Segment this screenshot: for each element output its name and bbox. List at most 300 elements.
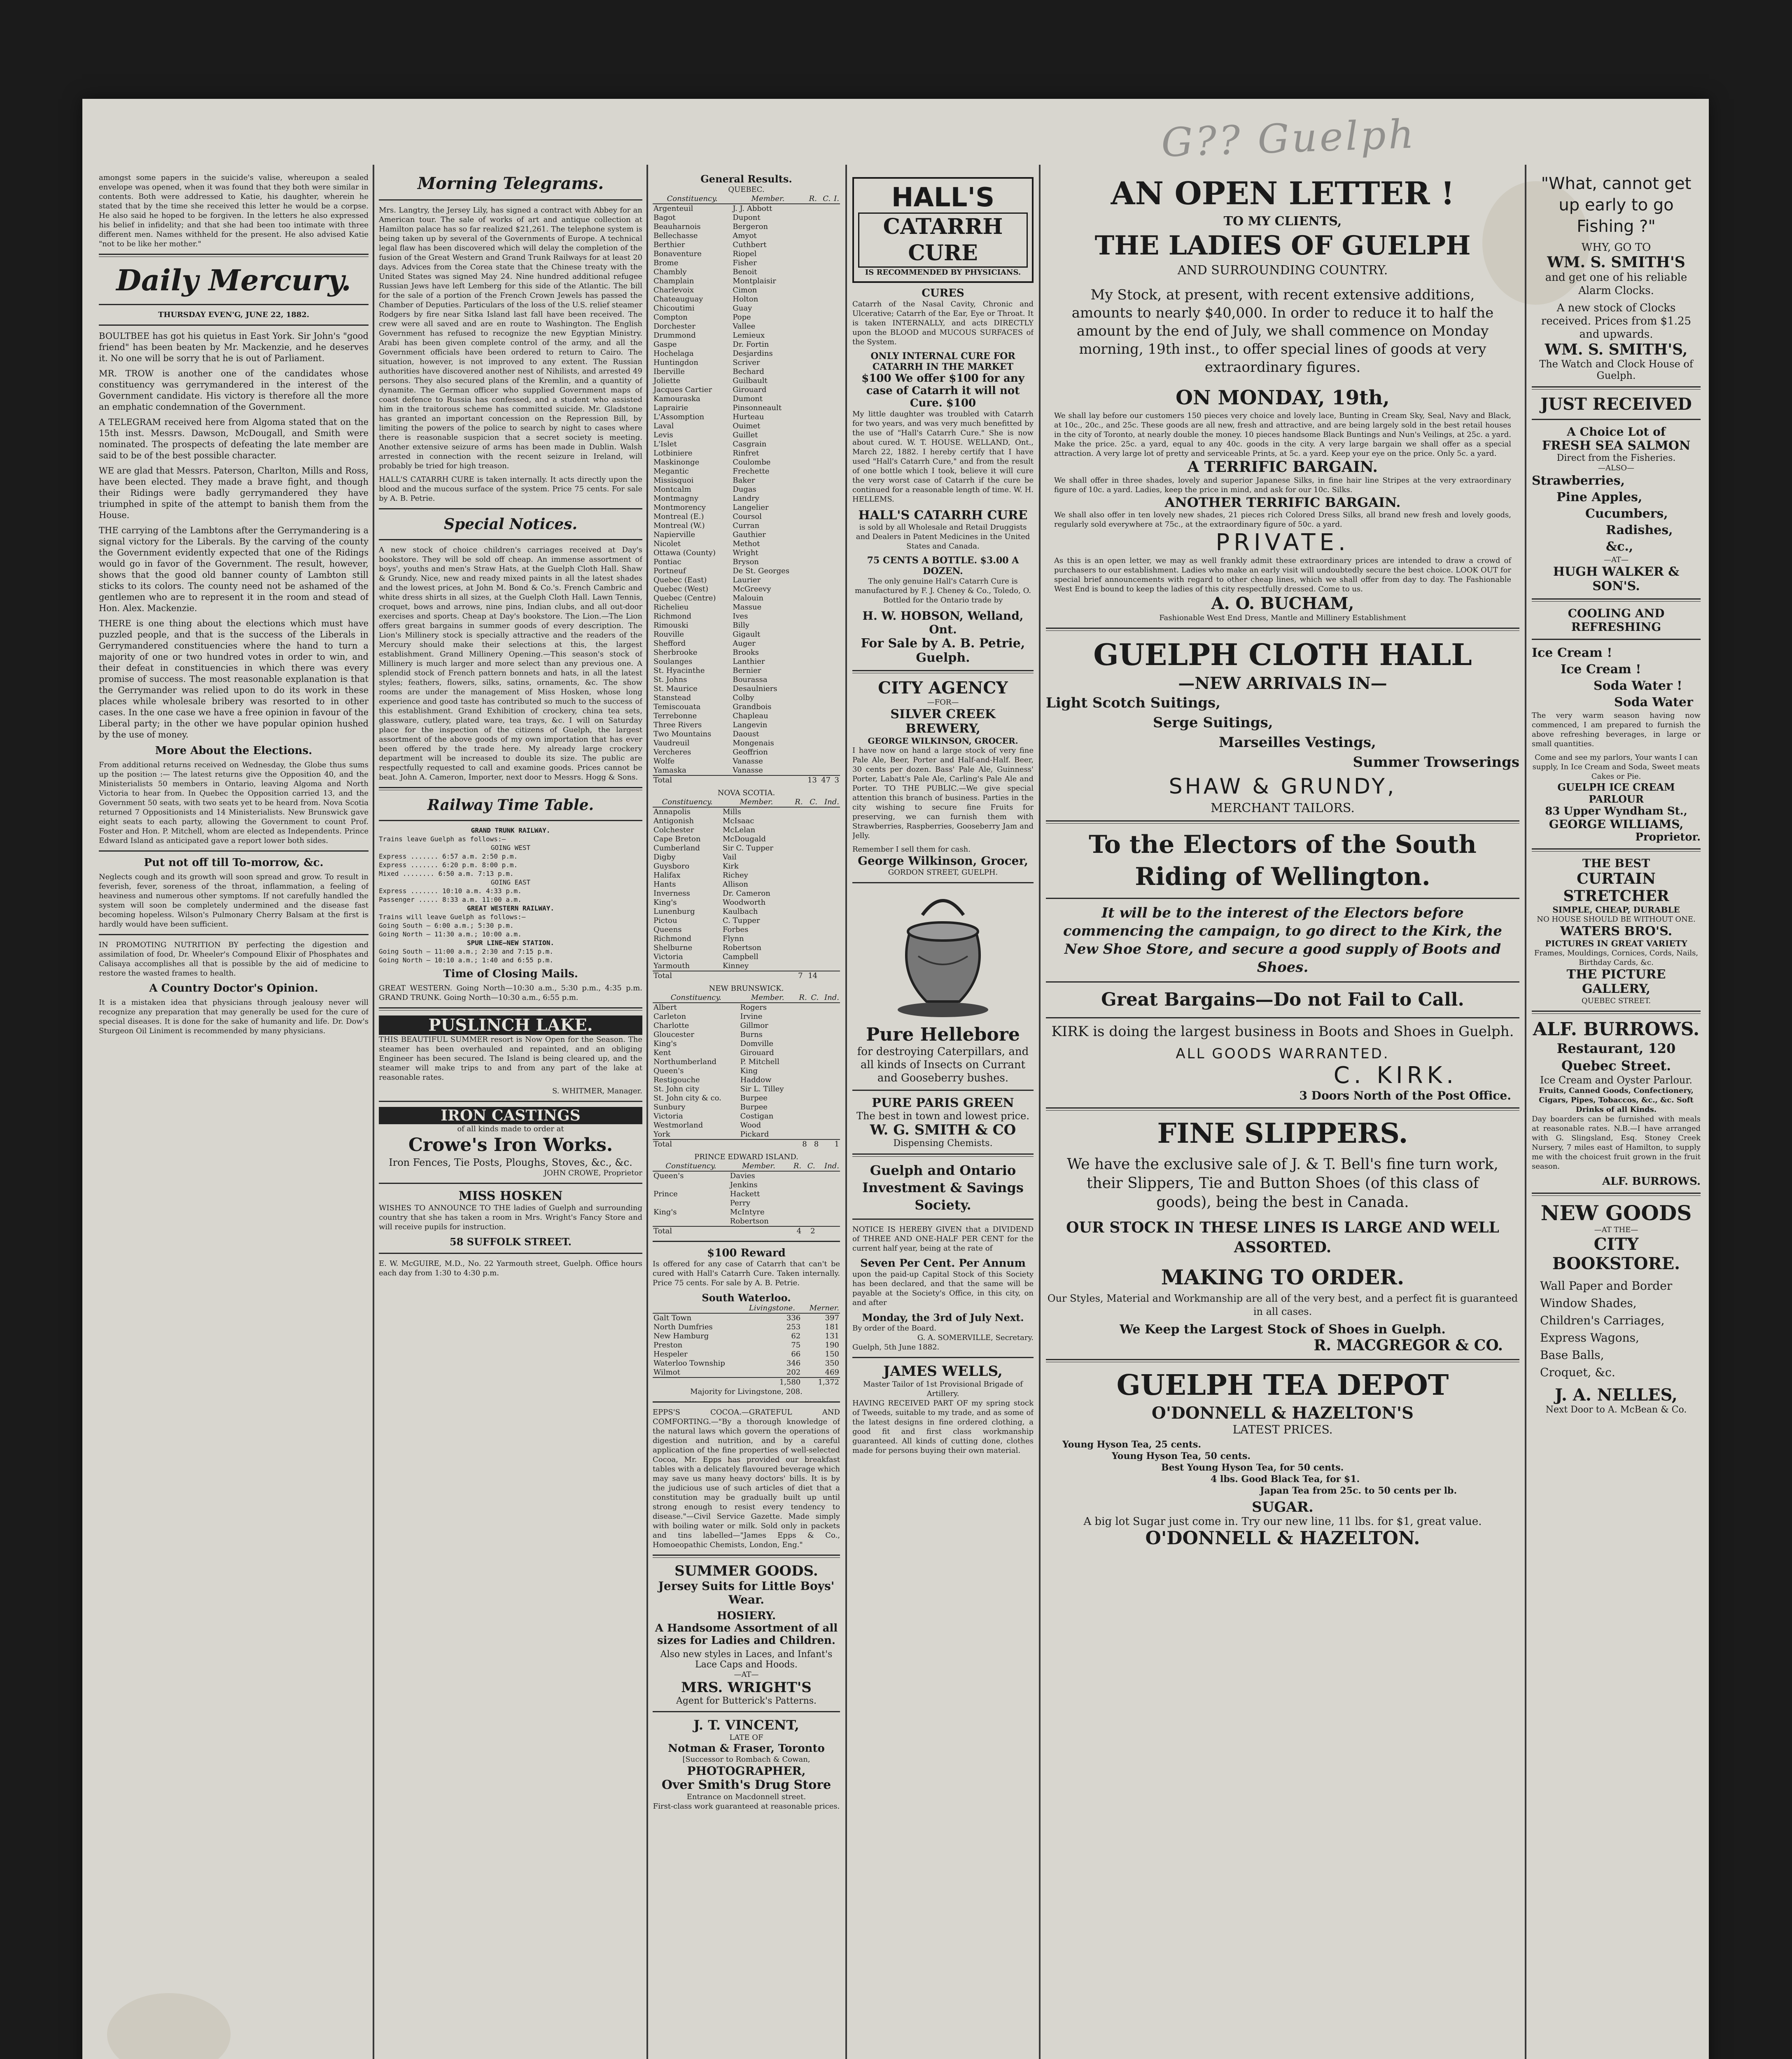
table-cell: 13 bbox=[807, 776, 817, 784]
table-cell bbox=[804, 880, 819, 889]
ad-text: We shall lay before our customers 150 pieces very choice and lovely lace, Bunting in Cream Sky, Seal, Navy and Black, at 10c., 20c., and 25c. These goods are all new, fresh and attractive, and are being largely sold in the best retail houses in the city of Toronto, at nearly double the money. 10 pieces handsome Black Buntings and Nun's Veilings, at 25c. a yard. Make the price. 25c. a yard, equal to any 40c. goods in the city. A very large bargain we shall offer as a special attraction. A very large lot of pretty and serviceable Prints, at 5c. a yard. Keep your eye on the price. Only 5c. a yard. bbox=[1054, 411, 1511, 458]
table-cell bbox=[804, 385, 818, 395]
table-cell bbox=[804, 567, 818, 576]
table-cell: St. John city & co. bbox=[653, 1094, 721, 1102]
table-cell bbox=[804, 730, 818, 739]
table-cell bbox=[802, 1190, 816, 1199]
table-cell bbox=[816, 1217, 840, 1226]
table-cell bbox=[818, 358, 831, 367]
table-cell bbox=[818, 962, 840, 971]
table-cell: Fisher bbox=[733, 259, 757, 267]
section-heading: More About the Elections. bbox=[155, 745, 313, 757]
table-cell: Frechette bbox=[733, 467, 770, 476]
table-cell bbox=[804, 889, 819, 898]
ad-text: Day boarders can be furnished with meals at reasonable rates. N.B.—I have arranged with G. Slingsland, Esq. Stoney Creek Nursery, 7 miles east of Hamilton, to supply me with the choicest fruit grown in the fruit season. bbox=[1532, 1115, 1701, 1171]
table-cell bbox=[819, 1039, 840, 1048]
table-cell: King's bbox=[653, 1208, 677, 1216]
table-row bbox=[653, 835, 840, 844]
table-cell: McLelan bbox=[723, 826, 756, 834]
table-cell: Queen's bbox=[653, 1172, 684, 1180]
table-row bbox=[653, 907, 840, 916]
table-cell bbox=[804, 585, 818, 594]
table-row bbox=[653, 1094, 840, 1103]
ad-text: of all kinds made to order at bbox=[457, 1125, 564, 1133]
ad-text: is sold by all Wholesale and Retail Druggists and Dealers in Patent Medicines in the United States and Canada. bbox=[856, 523, 1030, 551]
table-cell: Chateauguay bbox=[653, 295, 703, 303]
ad-heading: To the Electors of the South Riding of Wellington. bbox=[1089, 830, 1477, 891]
table-cell bbox=[818, 340, 831, 349]
ad-heading: Pure Hellebore bbox=[866, 1024, 1020, 1045]
table-row bbox=[653, 757, 840, 766]
railway-table bbox=[379, 826, 642, 964]
table-cell bbox=[804, 657, 818, 666]
table-cell bbox=[818, 431, 831, 440]
table-cell: P. Mitchell bbox=[740, 1058, 779, 1066]
table-cell bbox=[818, 467, 831, 476]
ad-heading: MRS. WRIGHT'S bbox=[681, 1679, 812, 1696]
table-cell bbox=[831, 603, 840, 612]
table-cell: Richelieu bbox=[653, 603, 689, 612]
table-cell: Stanstead bbox=[653, 693, 691, 702]
table-cell bbox=[802, 1208, 816, 1217]
table-cell bbox=[831, 331, 840, 340]
section-heading: South Waterloo. bbox=[702, 1292, 791, 1304]
ad-text: H. W. HOBSON, Welland, Ont. bbox=[862, 609, 1024, 636]
table-cell: 14 bbox=[808, 971, 818, 980]
ad-heading: PRIVATE. bbox=[1216, 529, 1350, 556]
table-cell: Gauthier bbox=[733, 530, 766, 539]
table-cell bbox=[804, 916, 819, 925]
table-cell bbox=[818, 657, 831, 666]
table-cell bbox=[818, 703, 831, 712]
table-cell bbox=[831, 558, 840, 567]
table-header: R. bbox=[788, 1162, 802, 1171]
railway-row: Going North — 10:10 a.m.; 1:40 and 6:55 p.m. bbox=[379, 956, 553, 964]
table-cell bbox=[818, 404, 831, 413]
ad-text: 58 SUFFOLK STREET. bbox=[450, 1236, 572, 1248]
ad-text: CURES bbox=[922, 287, 964, 299]
table-cell: Bonaventure bbox=[653, 250, 702, 258]
table-cell bbox=[816, 1181, 840, 1190]
tea-price: Japan Tea from 25c. to 50 cents per lb. bbox=[1260, 1485, 1457, 1496]
table-cell: Dugas bbox=[733, 485, 756, 494]
ad-text: GEORGE WILKINSON, GROCER. bbox=[868, 736, 1018, 746]
table-cell: Desaulniers bbox=[733, 684, 777, 693]
table-cell: Yarmouth bbox=[653, 962, 690, 970]
table-cell bbox=[818, 934, 840, 943]
table-cell bbox=[804, 621, 818, 630]
table-row bbox=[653, 1103, 840, 1112]
ad-heading: GEORGE WILLIAMS, bbox=[1549, 817, 1684, 831]
table-cell: Chapleau bbox=[733, 712, 768, 720]
ad-text: My Stock, at present, with recent extensive additions, amounts to nearly $40,000. In order to reduce it to half the amount by the end of July, we shall commence on Monday morning, 19th inst., to offer special lines of goods at very extraordinary figures. bbox=[1071, 287, 1494, 376]
table-cell bbox=[804, 907, 819, 916]
table-cell bbox=[818, 639, 831, 648]
table-header: Merner. bbox=[801, 1304, 840, 1313]
table-cell: Dumont bbox=[733, 395, 763, 403]
table-cell: Two Mountains bbox=[653, 730, 712, 738]
table-cell bbox=[818, 844, 840, 853]
ad-heading: MISS HOSKEN bbox=[458, 1189, 563, 1203]
table-cell bbox=[818, 612, 831, 621]
ad-heading: FRESH SEA SALMON bbox=[1542, 439, 1691, 453]
table-cell: Burns bbox=[740, 1030, 763, 1039]
ad-text: —ALSO— bbox=[1598, 464, 1635, 472]
ad-heading: CATARRH CURE bbox=[858, 212, 1028, 268]
ad-text: 75 CENTS A BOTTLE. $3.00 A DOZEN. bbox=[867, 555, 1019, 577]
table-cell bbox=[804, 367, 818, 376]
table-cell bbox=[791, 862, 804, 871]
bookstore-item: Croquet, &c. bbox=[1540, 1366, 1615, 1379]
ad-heading: CURTAIN STRETCHER bbox=[1563, 870, 1669, 905]
table-cell bbox=[804, 817, 819, 826]
table-cell: Haddow bbox=[740, 1076, 772, 1084]
table-cell bbox=[808, 1012, 819, 1021]
table-row bbox=[653, 1341, 840, 1350]
table-cell: Hespeler bbox=[653, 1350, 688, 1359]
table-cell: Queen's bbox=[653, 1067, 684, 1075]
table-cell bbox=[796, 1094, 808, 1103]
railway-row: Express ....... 6:57 a.m. 2:50 p.m. bbox=[379, 852, 518, 860]
table-cell: Total bbox=[653, 971, 672, 980]
ad-text: Proprietor. bbox=[1635, 831, 1701, 843]
table-cell: Langelier bbox=[733, 503, 769, 512]
table-cell: Bergeron bbox=[733, 222, 768, 231]
table-cell: Flynn bbox=[723, 934, 744, 943]
table-cell bbox=[831, 422, 840, 431]
ad-text: Frames, Mouldings, Cornices, Cords, Nails, Birthday Cards, &c. bbox=[1534, 949, 1699, 967]
table-header: C. bbox=[802, 1162, 816, 1171]
table-row bbox=[653, 395, 840, 404]
table-header: C. bbox=[804, 798, 819, 807]
table-cell bbox=[796, 1048, 808, 1058]
table-cell bbox=[818, 458, 831, 467]
table-cell bbox=[831, 521, 840, 530]
table-cell: Baker bbox=[733, 476, 755, 485]
table-cell: 181 bbox=[825, 1323, 839, 1331]
table-cell bbox=[818, 503, 831, 512]
table-cell: Hurteau bbox=[733, 413, 764, 421]
table-cell: Richmond bbox=[653, 612, 692, 621]
ad-heading: Guelph and Ontario Investment & Savings Society. bbox=[862, 1163, 1024, 1213]
table-cell: Sherbrooke bbox=[653, 648, 698, 657]
table-row bbox=[653, 862, 840, 871]
table-row bbox=[653, 1323, 840, 1332]
ad-text: IS RECOMMENDED BY PHYSICIANS. bbox=[865, 268, 1021, 277]
table-cell: Portneuf bbox=[653, 567, 686, 575]
table-row bbox=[653, 648, 840, 657]
table-cell bbox=[831, 349, 840, 358]
table-cell bbox=[804, 693, 818, 703]
table-cell: Bellechasse bbox=[653, 231, 698, 240]
table-cell: Yamaska bbox=[653, 766, 686, 775]
table-header: R. bbox=[791, 798, 804, 807]
table-cell: Cumberland bbox=[653, 844, 700, 852]
table-header: I. bbox=[831, 194, 840, 204]
table-cell bbox=[819, 1130, 840, 1139]
masthead: Daily Mercury. bbox=[116, 263, 351, 297]
table-cell: Methot bbox=[733, 539, 760, 548]
editorial-paragraph: BOULTBEE has got his quietus in East York. Sir John's "good friend" has been beaten by Mr. Mackenzie, and he deserves it. No one will be sorry that he is out of Parliament. bbox=[99, 331, 369, 363]
table-header: R. bbox=[796, 993, 808, 1003]
table-row bbox=[653, 1350, 840, 1359]
table-cell bbox=[818, 862, 840, 871]
table-cell bbox=[808, 1121, 819, 1130]
article-text: From additional returns received on Wednesday, the Globe thus sums up the position :— The latest returns give the Opposition 40, and the Ministerialists 50 members in Ontario, leaving Algoma and North Victoria to hear from. In Quebec the Opposition carried 13, and the Government 50 seats, with two seats yet to be heard from. Nova Scotia returned 7 Oppositionists and 14 Ministerialists. New Brunswick gave eight seats to each party, allowing the Government to count Prof. Foster and Hon. P. Mitchell, whom are elected as Independents. Prince Edward Island as anticipated gave a report lower both sides. bbox=[99, 761, 369, 845]
editorial-paragraph: A TELEGRAM received here from Algoma stated that on the 15th inst. Messrs. Dawson, McDougall, and Smith were nominated. The prospects of defeating the late member are said to be of the best possible character. bbox=[99, 417, 369, 460]
table-row bbox=[653, 1313, 840, 1323]
table-cell bbox=[818, 231, 831, 240]
ad-heading: ALF. BURROWS. bbox=[1533, 1019, 1700, 1040]
ad-heading: COOLING AND REFRESHING bbox=[1568, 607, 1665, 634]
table-cell: 8 bbox=[802, 1140, 807, 1149]
section-heading: Put not off till To-morrow, &c. bbox=[144, 857, 324, 869]
table-cell bbox=[831, 295, 840, 304]
railway-row: GRAND TRUNK RAILWAY. bbox=[471, 826, 551, 834]
table-row bbox=[653, 521, 840, 530]
table-row bbox=[653, 358, 840, 367]
ad-text: 3 Doors North of the Post Office. bbox=[1299, 1089, 1511, 1102]
table-cell bbox=[818, 213, 831, 222]
table-cell bbox=[818, 485, 831, 494]
table-cell: Campbell bbox=[723, 952, 758, 961]
table-cell: Carleton bbox=[653, 1012, 686, 1021]
table-cell: North Dumfries bbox=[653, 1323, 713, 1331]
ad-heading: PUSLINCH LAKE. bbox=[379, 1015, 642, 1035]
table-row bbox=[653, 826, 840, 835]
table-row bbox=[653, 549, 840, 558]
quebec-results-table bbox=[653, 194, 840, 785]
section-heading: $100 Reward bbox=[707, 1247, 786, 1259]
table-cell bbox=[818, 675, 831, 684]
table-cell: Lunenburg bbox=[653, 907, 695, 916]
table-row bbox=[653, 1208, 840, 1217]
ad-text: Jersey Suits for Little Boys' Wear. bbox=[658, 1579, 835, 1606]
table-cell: Ouimet bbox=[733, 422, 761, 430]
table-row bbox=[653, 1199, 840, 1208]
table-row bbox=[653, 934, 840, 943]
table-cell bbox=[804, 862, 819, 871]
bookstore-item: Wall Paper and Border bbox=[1540, 1279, 1673, 1293]
ad-heading: J. A. NELLES, bbox=[1555, 1385, 1678, 1405]
table-cell bbox=[788, 1190, 802, 1199]
table-cell bbox=[819, 1058, 840, 1067]
table-row bbox=[653, 204, 840, 213]
table-header: Constituency. bbox=[653, 194, 732, 204]
table-row bbox=[653, 1121, 840, 1130]
table-row bbox=[653, 807, 840, 817]
ad-text: E. W. McGUIRE, M.D., No. 22 Yarmouth street, Guelph. Office hours each day from 1:30 to 4:30 p.m. bbox=[379, 1259, 642, 1277]
railway-row: Going North — 11:30 a.m.; 10:00 a.m. bbox=[379, 930, 522, 938]
table-cell: Albert bbox=[653, 1003, 677, 1012]
article-text: HALL'S CATARRH CURE is taken internally. It acts directly upon the blood and the mucous surface of the system. Price 75 cents. For sale by A. B. Petrie. bbox=[379, 475, 642, 503]
table-cell bbox=[818, 240, 831, 250]
table-cell: Ives bbox=[733, 612, 748, 621]
table-cell: Scriver bbox=[733, 358, 760, 367]
table-cell: Preston bbox=[653, 1341, 683, 1349]
table-cell bbox=[808, 1130, 819, 1139]
table-cell bbox=[831, 530, 840, 539]
table-row bbox=[653, 853, 840, 862]
table-cell bbox=[818, 567, 831, 576]
table-cell bbox=[831, 703, 840, 712]
table-cell bbox=[804, 521, 818, 530]
table-cell: Pontiac bbox=[653, 558, 681, 566]
table-cell: Hochelaga bbox=[653, 349, 694, 358]
table-cell bbox=[804, 898, 819, 907]
table-cell: Digby bbox=[653, 853, 676, 861]
table-cell: 346 bbox=[786, 1359, 801, 1368]
table-cell bbox=[818, 766, 831, 775]
table-cell bbox=[818, 925, 840, 934]
ad-text: Notman & Fraser, Toronto bbox=[668, 1742, 825, 1755]
table-cell bbox=[804, 376, 818, 385]
ad-text: KIRK is doing the largest business in Boots and Shoes in Guelph. bbox=[1051, 1023, 1514, 1040]
table-cell bbox=[816, 1208, 840, 1217]
table-cell bbox=[804, 222, 818, 231]
table-row bbox=[653, 1368, 840, 1377]
table-row bbox=[653, 1190, 840, 1199]
table-row bbox=[653, 1067, 840, 1076]
table-cell bbox=[831, 277, 840, 286]
table-cell: Vallee bbox=[733, 322, 756, 331]
bookstore-item: Window Shades, bbox=[1540, 1296, 1637, 1310]
table-cell bbox=[804, 594, 818, 603]
fruit-item: Strawberries, bbox=[1532, 474, 1625, 488]
dateline: THURSDAY EVEN'G, JUNE 22, 1882. bbox=[158, 310, 310, 319]
table-cell: Quebec (East) bbox=[653, 576, 707, 584]
table-cell bbox=[796, 1030, 808, 1039]
ad-heading: MAKING TO ORDER. bbox=[1161, 1265, 1405, 1289]
table-cell: Chambly bbox=[653, 268, 687, 276]
table-cell: McIsaac bbox=[723, 817, 754, 825]
ad-text: We shall offer in three shades, lovely and superior Japanese Silks, in fine hair line Stripes at the very extraordinary figure of 10c. a yard. Ladies, keep the price in mind, and ask for our 10c. Silks. bbox=[1054, 476, 1511, 494]
table-cell bbox=[818, 952, 840, 962]
table-cell: Hants bbox=[653, 880, 676, 889]
table-cell: 2 bbox=[810, 1227, 815, 1235]
table-cell bbox=[831, 240, 840, 250]
nova-scotia-results-table bbox=[653, 798, 840, 980]
ad-heading: JAMES WELLS, bbox=[883, 1363, 1003, 1380]
table-cell: Geoffrion bbox=[733, 748, 768, 756]
section-heading: Railway Time Table. bbox=[427, 796, 594, 814]
table-cell: Bryson bbox=[733, 558, 759, 566]
tea-price-list bbox=[1046, 1436, 1519, 1499]
ad-text: 83 Upper Wyndham St., bbox=[1545, 805, 1687, 817]
table-cell bbox=[818, 322, 831, 331]
table-row bbox=[653, 1030, 840, 1039]
table-cell: 3 bbox=[834, 776, 839, 784]
table-cell: Dr. Fortin bbox=[733, 340, 769, 349]
table-cell: Halifax bbox=[653, 871, 681, 880]
table-row bbox=[653, 952, 840, 962]
table-cell: Beauharnois bbox=[653, 222, 701, 231]
table-cell bbox=[831, 675, 840, 684]
table-total-row bbox=[653, 1139, 840, 1149]
table-cell bbox=[818, 871, 840, 880]
ad-text: and get one of his reliable Alarm Clocks. bbox=[1545, 271, 1687, 297]
table-cell bbox=[796, 1003, 808, 1012]
fruit-item: Cucumbers, bbox=[1585, 507, 1668, 521]
table-row bbox=[653, 630, 840, 639]
ad-text: Our Styles, Material and Workmanship are all of the very best, and a perfect fit is guaranteed in all cases. bbox=[1047, 1293, 1518, 1317]
table-cell: Guilbault bbox=[733, 376, 768, 385]
bookstore-item: Base Balls, bbox=[1540, 1348, 1604, 1362]
table-row bbox=[653, 721, 840, 730]
table-cell bbox=[818, 898, 840, 907]
ad-text: Marseilles Vestings, bbox=[1219, 734, 1376, 751]
table-cell bbox=[804, 666, 818, 675]
table-cell bbox=[804, 213, 818, 222]
table-cell bbox=[831, 231, 840, 240]
ad-heading: FINE SLIPPERS. bbox=[1157, 1117, 1408, 1149]
ad-text: First-class work guaranteed at reasonable prices. bbox=[653, 1802, 840, 1811]
ad-text: AND SURROUNDING COUNTRY. bbox=[1177, 263, 1388, 278]
table-row bbox=[653, 250, 840, 259]
table-cell bbox=[808, 1076, 819, 1085]
table-cell bbox=[818, 730, 831, 739]
tea-price: Young Hyson Tea, 50 cents. bbox=[1112, 1451, 1251, 1461]
table-cell: McDougald bbox=[723, 835, 766, 843]
table-cell bbox=[804, 503, 818, 512]
handwritten-annotation: G?? Guelph bbox=[1160, 111, 1417, 166]
table-cell bbox=[804, 844, 819, 853]
ad-heading: ON MONDAY, 19th, bbox=[1176, 386, 1390, 409]
table-cell bbox=[796, 1130, 808, 1139]
fruit-item: Radishes, &c., bbox=[1606, 523, 1673, 554]
table-cell: Lotbiniere bbox=[653, 449, 693, 458]
column-rule bbox=[373, 165, 374, 2059]
table-cell: Colby bbox=[733, 693, 754, 702]
column-rule bbox=[646, 165, 648, 2059]
table-cell bbox=[831, 340, 840, 349]
province-label: QUEBEC. bbox=[728, 185, 765, 194]
table-cell: Hackett bbox=[730, 1190, 760, 1198]
table-row bbox=[653, 748, 840, 757]
table-cell bbox=[804, 943, 819, 952]
table-cell bbox=[796, 1085, 808, 1094]
table-cell: Montmorency bbox=[653, 503, 706, 512]
ad-text: We have the exclusive sale of J. & T. Bell's fine turn work, their Slippers, Tie and Button Shoes (of this class of goods), being the best in Canada. bbox=[1067, 1156, 1498, 1211]
ad-heading: JUST RECEIVED bbox=[1540, 395, 1692, 414]
table-cell bbox=[831, 503, 840, 512]
table-cell bbox=[804, 826, 819, 835]
tea-price: Best Young Hyson Tea, for 50 cents. bbox=[1161, 1462, 1344, 1473]
railway-row: SPUR LINE—NEW STATION. bbox=[467, 939, 554, 947]
table-cell bbox=[831, 639, 840, 648]
ad-text: Agent for Butterick's Patterns. bbox=[676, 1696, 817, 1706]
table-header: Member. bbox=[729, 1162, 788, 1171]
notice-signature: G. A. SOMERVILLE, Secretary. bbox=[917, 1333, 1034, 1342]
table-cell bbox=[791, 943, 804, 952]
table-row bbox=[653, 1003, 840, 1012]
ad-heading: A TERRIFIC BARGAIN. bbox=[1188, 458, 1378, 476]
table-cell bbox=[722, 971, 791, 980]
table-row bbox=[653, 449, 840, 458]
table-cell: St. Johns bbox=[653, 675, 687, 684]
ad-heading: GUELPH TEA DEPOT bbox=[1116, 1369, 1449, 1402]
table-cell bbox=[831, 268, 840, 277]
table-row bbox=[653, 240, 840, 250]
table-cell bbox=[804, 250, 818, 259]
table-cell bbox=[831, 666, 840, 675]
table-total-row bbox=[653, 1226, 840, 1236]
table-cell bbox=[791, 826, 804, 835]
table-row bbox=[653, 889, 840, 898]
article-text: It is a mistaken idea that physicians through jealousy never will recognize any preparation that may generally be used for the cure of special diseases. It is done for the sake of humanity and life. Dr. Dow's Sturgeon Oil Liniment is recommended by many physicians. bbox=[99, 998, 369, 1035]
article-text: IN PROMOTING NUTRITION BY perfecting the digestion and assimilation of food, Dr. Wheeler's Compound Elixir of Phosphates and Calisaya accomplishes all that is possible by the aid of medicine to restore the wasted frames to health. bbox=[99, 941, 369, 978]
table-cell: Inverness bbox=[653, 889, 690, 898]
